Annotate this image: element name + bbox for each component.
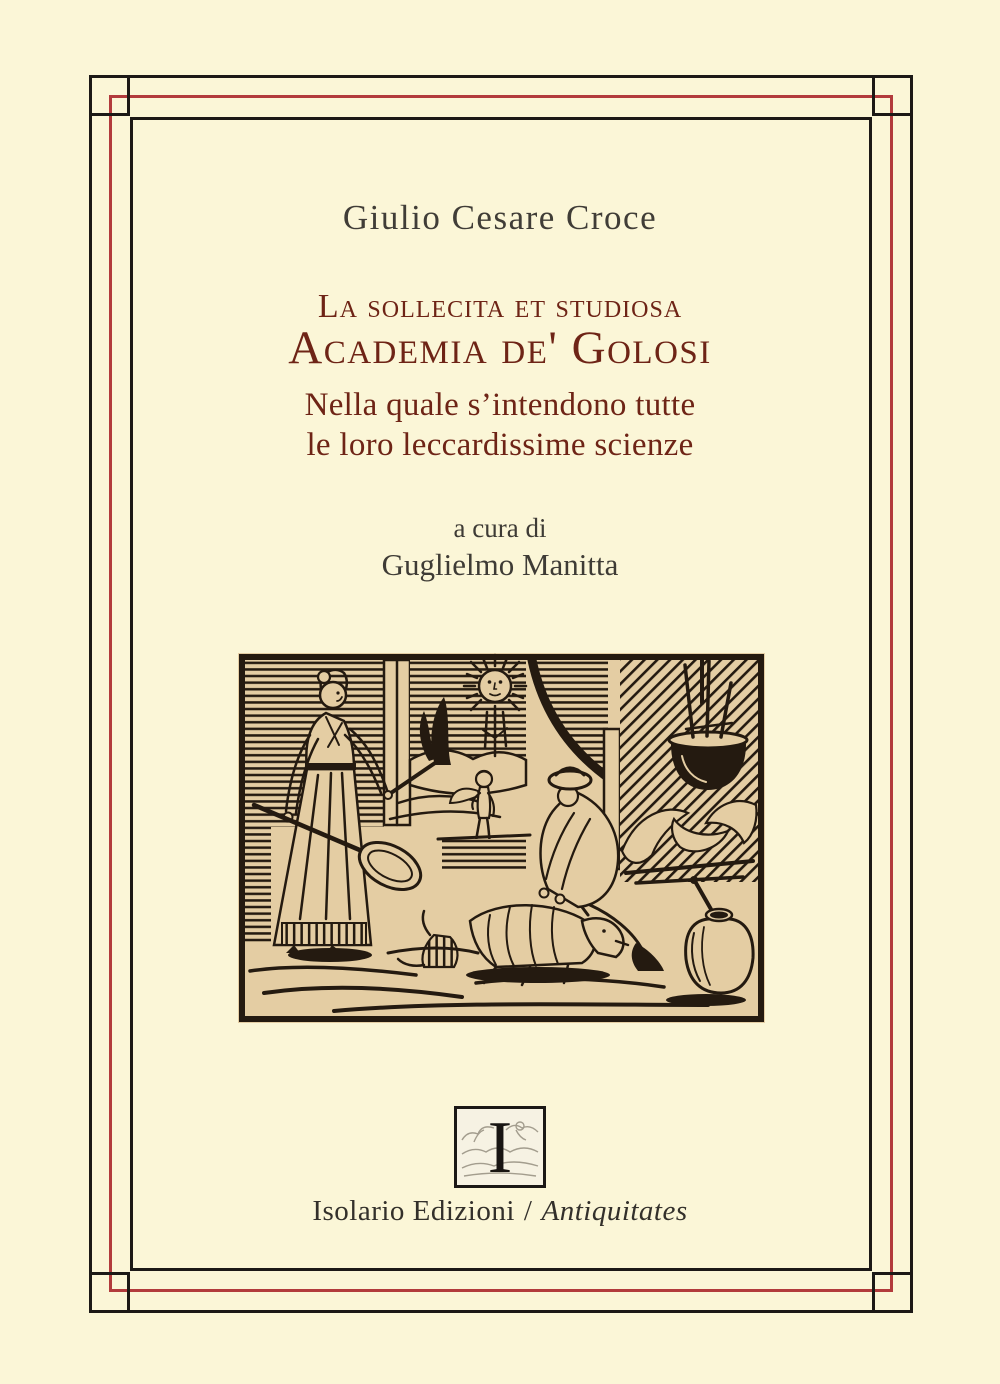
frame-corner-square xyxy=(872,75,913,116)
logo-initial: I xyxy=(487,1107,513,1188)
title-line-2: Academia de' Golosi xyxy=(288,322,712,374)
frame-corner-square xyxy=(872,1272,913,1313)
frame-corner-square xyxy=(89,75,130,116)
subtitle-line-2: le loro leccardissime scienze xyxy=(306,427,694,463)
title-line-1: La sollecita et studiosa xyxy=(317,288,683,325)
publisher-logo xyxy=(454,1106,546,1188)
author-name: Giulio Cesare Croce xyxy=(342,198,658,237)
publisher-logo-svg xyxy=(454,1106,546,1188)
frame-corner-square xyxy=(89,1272,130,1313)
woodcut-illustration xyxy=(238,653,765,1023)
imprint-line xyxy=(0,1196,1000,1226)
edited-by-label: a cura di xyxy=(453,513,547,543)
publisher-name: Isolario Edizioni xyxy=(312,1195,515,1227)
imprint-separator: / xyxy=(523,1195,533,1227)
woodcut-svg xyxy=(238,653,765,1023)
editor-name: Guglielmo Manitta xyxy=(381,547,619,582)
subtitle-line-1: Nella quale s’intendono tutte xyxy=(304,387,696,423)
series-name: Antiquitates xyxy=(541,1195,688,1227)
